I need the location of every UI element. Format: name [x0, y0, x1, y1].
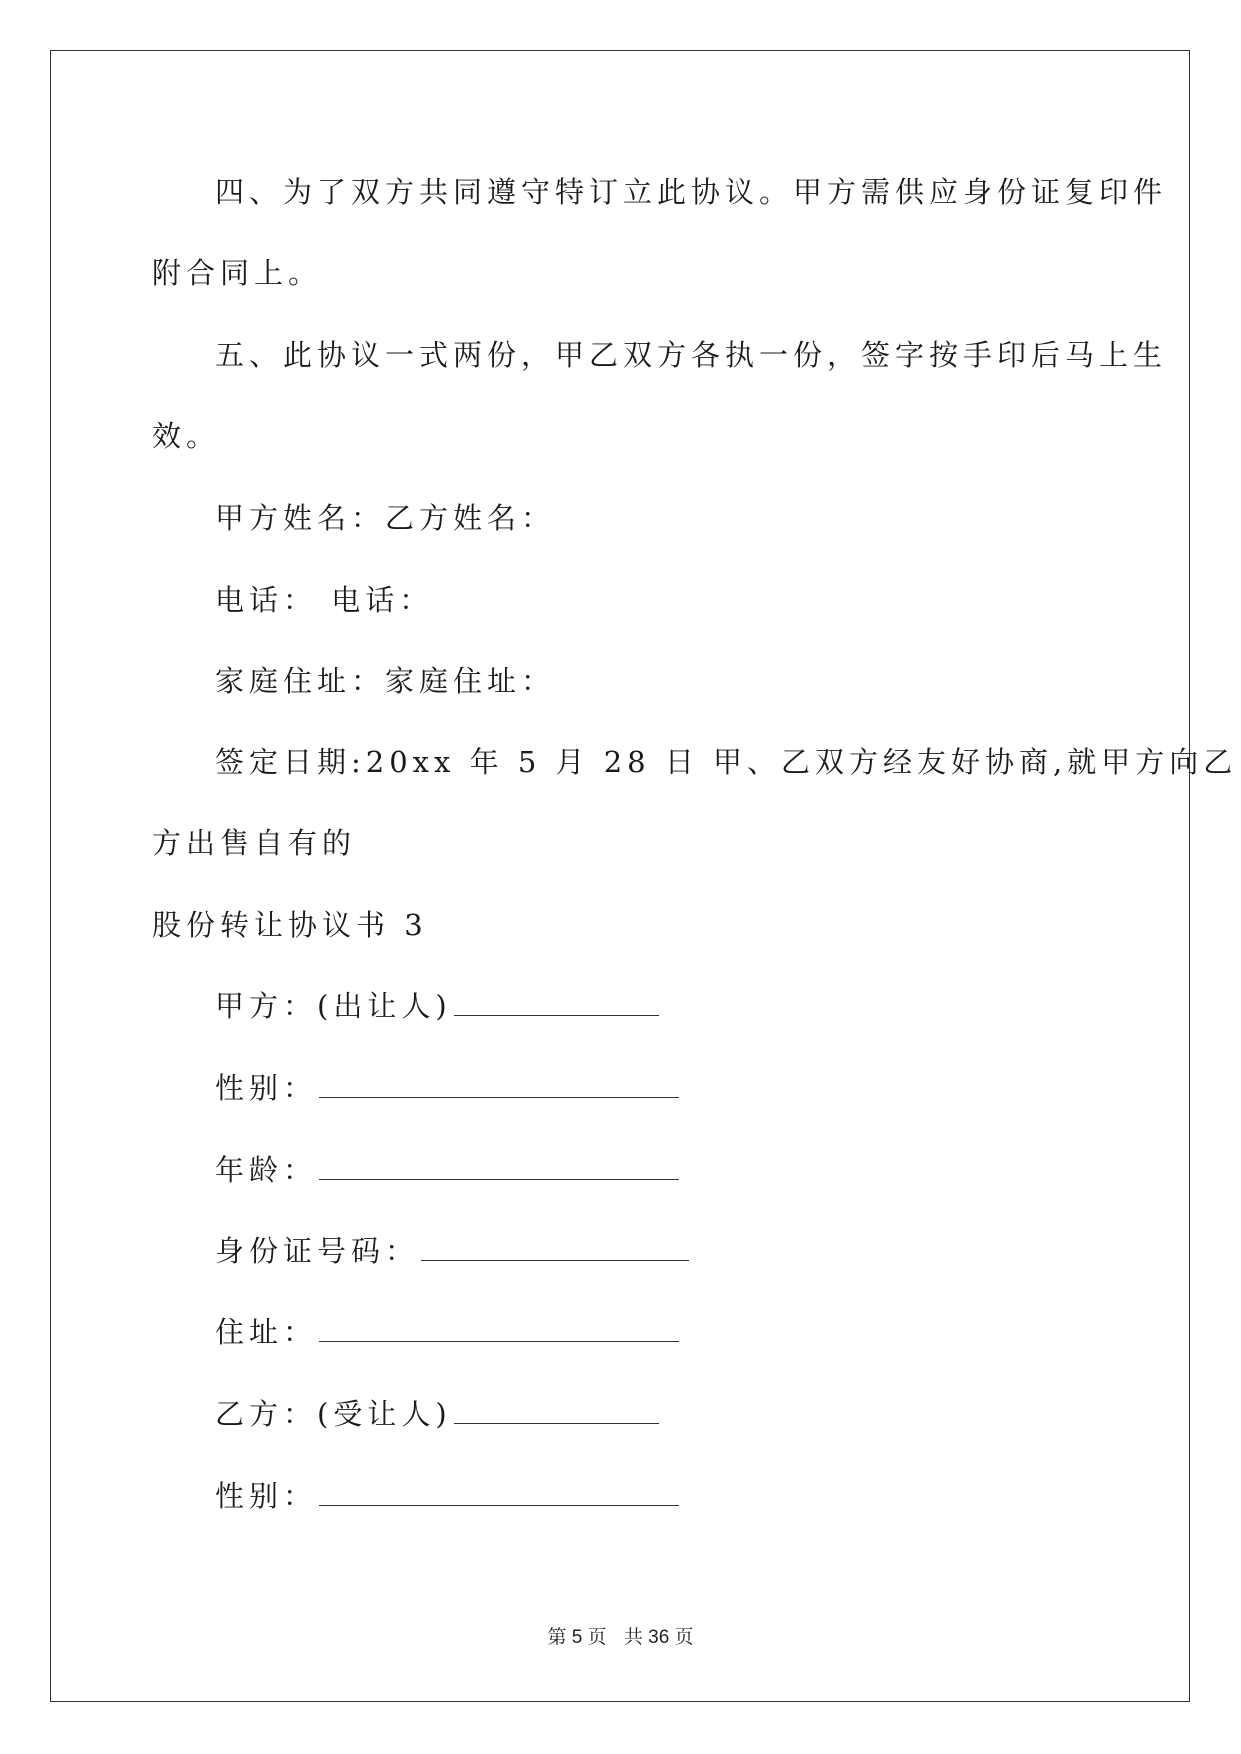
party-a-label: 甲方：(出让人) — [215, 989, 452, 1023]
address-line: 家庭住址：家庭住址： — [215, 664, 556, 698]
age-label: 年龄： — [215, 1153, 318, 1187]
party-b-label: 乙方：(受让人) — [215, 1397, 452, 1431]
residence-blank[interactable] — [319, 1313, 679, 1342]
gender-row-2 — [215, 1476, 679, 1516]
party-b-blank[interactable] — [454, 1395, 659, 1424]
gender-label-1: 性别： — [215, 1071, 318, 1105]
party-b-row — [215, 1394, 659, 1434]
gender-row-1 — [215, 1068, 679, 1108]
paragraph-4-line-1: 四、为了双方共同遵守特订立此协议。甲方需供应身份证复印件 — [215, 175, 1168, 209]
gender-label-2: 性别： — [215, 1479, 318, 1513]
id-row — [215, 1231, 689, 1271]
phone-line: 电话： 电话： — [215, 583, 434, 617]
page-number: 第 5 页 — [547, 1627, 607, 1648]
party-a-blank[interactable] — [454, 987, 659, 1016]
residence-row — [215, 1312, 679, 1352]
sign-date-line-2: 方出售自有的 — [152, 826, 357, 860]
paragraph-5-line-2: 效。 — [152, 419, 221, 453]
party-a-row — [215, 986, 659, 1026]
age-blank[interactable] — [319, 1151, 679, 1180]
paragraph-5-line-1: 五、此协议一式两份，甲乙双方各执一份，签字按手印后马上生 — [215, 338, 1168, 372]
page-border — [50, 50, 1190, 1702]
party-names-line: 甲方姓名：乙方姓名： — [215, 501, 556, 535]
page-footer — [0, 1622, 1241, 1649]
page-total: 共 36 页 — [623, 1627, 694, 1648]
sign-date-line-1: 签定日期:20xx 年 5 月 28 日 甲、乙双方经友好协商,就甲方向乙 — [215, 745, 1238, 779]
residence-label: 住址： — [215, 1315, 318, 1349]
section-title: 股份转让协议书 3 — [152, 908, 428, 942]
paragraph-4-line-2: 附合同上。 — [152, 256, 323, 290]
id-blank[interactable] — [421, 1232, 689, 1261]
gender-blank-1[interactable] — [319, 1069, 679, 1098]
gender-blank-2[interactable] — [319, 1477, 679, 1506]
age-row — [215, 1150, 679, 1190]
id-label: 身份证号码： — [215, 1234, 420, 1268]
